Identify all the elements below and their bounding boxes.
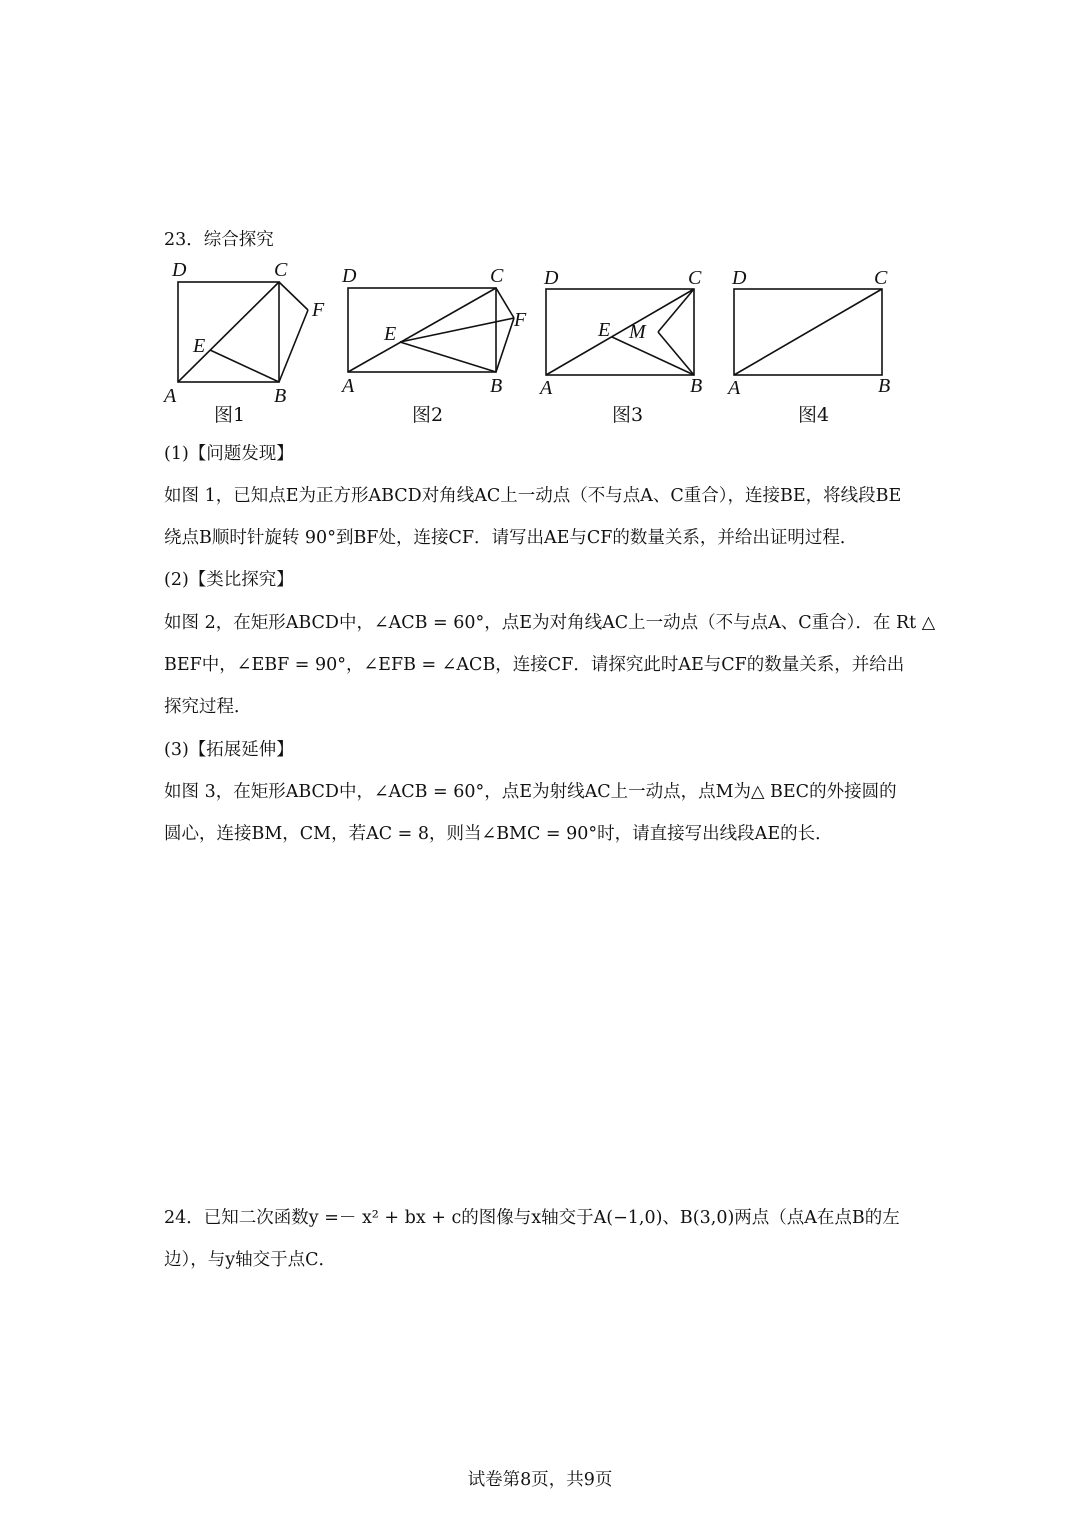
part-2-text-line-1: 如图 2，在矩形ABCD中，∠ACB = 60°，点E为对角线AC上一动点（不与点A、C重合）．在 Rt △ (164, 613, 936, 633)
label-m: M (629, 321, 646, 343)
part-1-heading: (1)【问题发现】 (164, 444, 294, 464)
figure-4-caption: 图4 (798, 404, 830, 426)
part-3-heading: (3)【拓展延伸】 (164, 740, 294, 760)
diagonal-ac (546, 289, 694, 375)
part-2-heading: (2)【类比探究】 (164, 570, 294, 590)
segment-eb (400, 342, 496, 372)
figure-2-caption: 图2 (412, 404, 444, 426)
label-a: A (342, 375, 355, 397)
label-d: D (544, 267, 559, 289)
part-1-text-line-1: 如图 1，已知点E为正方形ABCD对角线AC上一动点（不与点A、C重合），连接BE，将线段BE (164, 486, 902, 506)
figure-1 (160, 258, 340, 426)
diagonal-ac (348, 288, 496, 372)
label-a: A (540, 377, 553, 399)
part-2-text-line-2: BEF中，∠EBF = 90°，∠EFB = ∠ACB，连接CF．请探究此时AE与CF的数量关系，并给出 (164, 655, 905, 675)
figure-1-caption: 图1 (214, 404, 246, 426)
label-c: C (688, 267, 702, 289)
label-b: B (490, 375, 503, 397)
question-24-line-1: 24．已知二次函数y =－ x² + bx + c的图像与x轴交于A(−1,0)、B(3,0)两点（点A在点B的左 (164, 1208, 900, 1228)
segment-cf (279, 282, 308, 310)
label-d: D (732, 267, 747, 289)
label-e: E (384, 323, 397, 345)
label-a: A (164, 385, 177, 407)
figure-4-diagram (724, 258, 904, 408)
segment-mb (658, 332, 694, 375)
part-3-text-line-2: 圆心，连接BM，CM，若AC = 8，则当∠BMC = 90°时，请直接写出线段AE的长． (164, 824, 833, 844)
figure-3 (536, 258, 716, 426)
figure-3-diagram (536, 258, 716, 408)
label-a: A (728, 377, 741, 399)
question-23-title: 23．综合探究 (164, 230, 274, 250)
label-b: B (274, 385, 287, 407)
question-24-line-2: 边），与y轴交于点C． (164, 1250, 337, 1270)
figure-4 (724, 258, 904, 426)
segment-eb (210, 350, 279, 382)
label-f: F (514, 309, 527, 331)
label-f: F (312, 299, 325, 321)
label-e: E (193, 335, 206, 357)
label-d: D (172, 259, 187, 281)
label-b: B (690, 375, 703, 397)
label-e: E (598, 319, 611, 341)
segment-cm (658, 289, 694, 332)
segment-cf (496, 288, 514, 318)
segment-fb (496, 318, 514, 372)
part-3-text-line-1: 如图 3，在矩形ABCD中，∠ACB = 60°，点E为射线AC上一动点，点M为△ BEC的外接圆的 (164, 782, 897, 802)
label-c: C (874, 267, 888, 289)
label-c: C (274, 259, 288, 281)
figure-3-caption: 图3 (612, 404, 644, 426)
diagonal-ac (734, 289, 882, 375)
label-c: C (490, 265, 504, 287)
label-d: D (342, 265, 357, 287)
figure-2 (338, 258, 538, 426)
segment-fb (279, 310, 308, 382)
diagonal-ac (178, 282, 279, 382)
page-footer: 试卷第8页，共9页 (467, 1470, 613, 1490)
figure-2-diagram (338, 258, 538, 408)
part-1-text-line-2: 绕点B顺时针旋转 90°到BF处，连接CF．请写出AE与CF的数量关系，并给出证明过程． (164, 528, 858, 548)
part-2-text-line-3: 探究过程． (164, 697, 252, 717)
label-b: B (878, 375, 891, 397)
segment-eb (612, 337, 694, 375)
figure-1-diagram (160, 258, 340, 408)
segment-ef (400, 318, 514, 342)
